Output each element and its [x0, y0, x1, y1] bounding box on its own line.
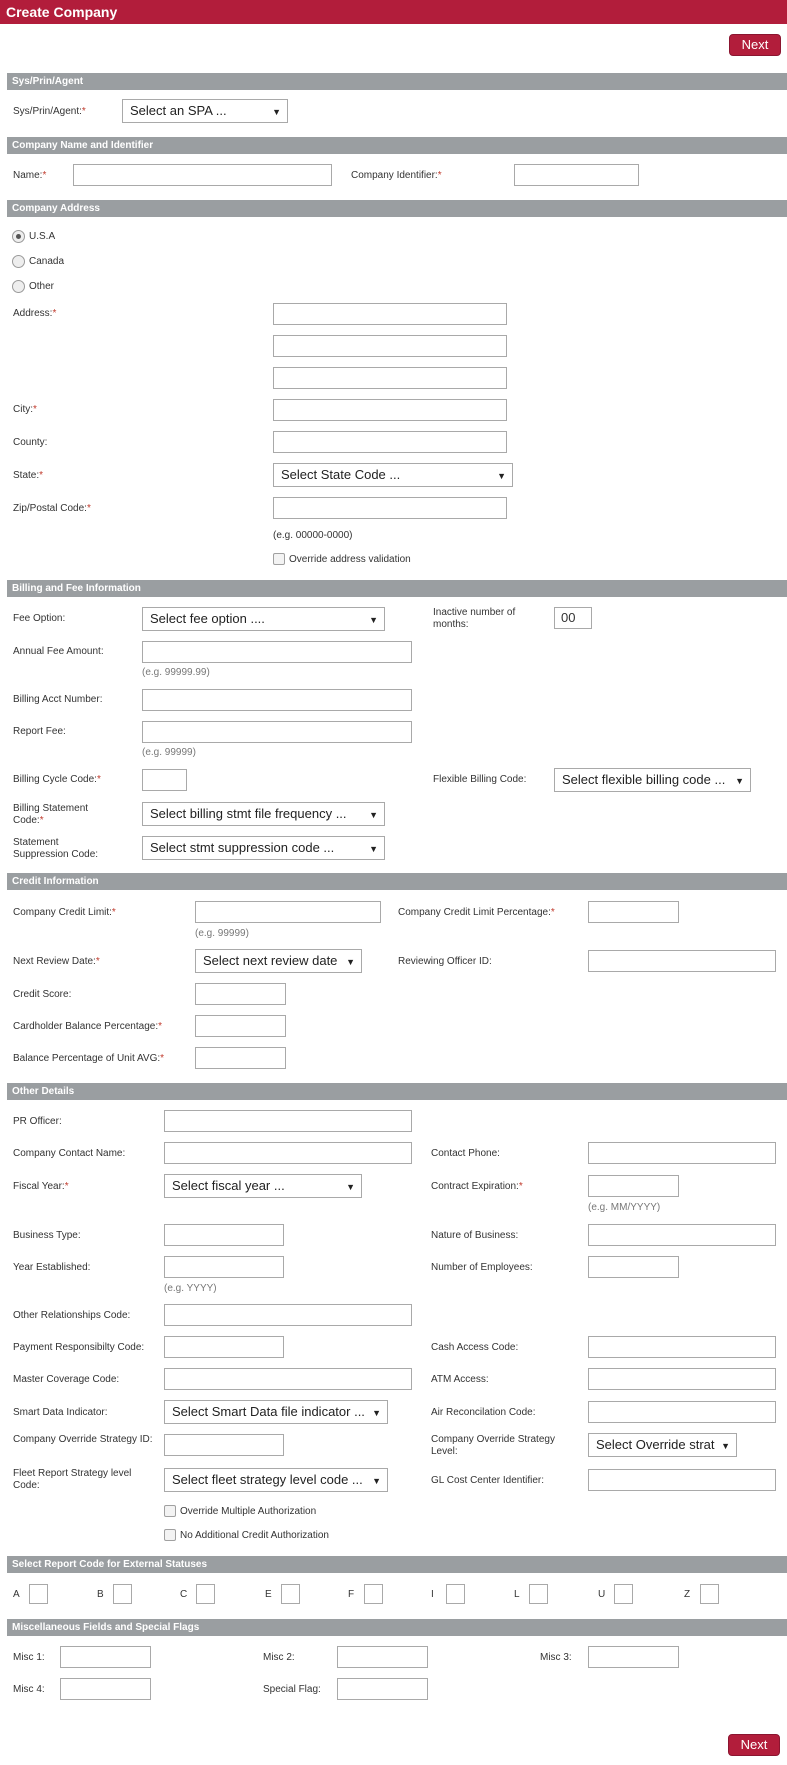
chevron-down-icon: ▼ — [369, 844, 378, 854]
misc1-input[interactable] — [60, 1646, 151, 1668]
override-strategy-id-label: Company Override Strategy ID: — [13, 1434, 153, 1445]
cardholder-balance-input[interactable] — [195, 1015, 286, 1037]
year-established-hint: (e.g. YYYY) — [164, 1283, 217, 1294]
misc2-input[interactable] — [337, 1646, 428, 1668]
unit-avg-label: Balance Percentage of Unit AVG:* — [13, 1053, 165, 1064]
credit-limit-pct-input[interactable] — [588, 901, 679, 923]
contract-expiration-label: Contract Expiration:* — [431, 1181, 523, 1192]
credit-limit-pct-label: Company Credit Limit Percentage:* — [398, 907, 555, 918]
report-code-label: E — [265, 1589, 272, 1600]
chevron-down-icon: ▼ — [372, 1408, 381, 1418]
statement-suppression-label: Statement Suppression Code: — [13, 837, 99, 860]
county-label: County: — [13, 437, 48, 448]
report-code-box[interactable] — [196, 1584, 215, 1604]
radio-other[interactable] — [12, 280, 25, 293]
county-input[interactable] — [273, 431, 507, 453]
statement-suppression-select[interactable]: Select stmt suppression code ... ▼ — [142, 836, 385, 860]
section-header-credit: Credit Information — [7, 873, 787, 890]
misc1-label: Misc 1: — [13, 1652, 45, 1663]
contract-expiration-input[interactable] — [588, 1175, 679, 1197]
chevron-down-icon: ▼ — [346, 957, 355, 967]
credit-limit-input[interactable] — [195, 901, 381, 923]
cash-access-input[interactable] — [588, 1336, 776, 1358]
override-strategy-level-select[interactable]: Select Override strat ▼ — [588, 1433, 737, 1457]
air-reconciliation-label: Air Reconcilation Code: — [431, 1407, 536, 1418]
misc3-input[interactable] — [588, 1646, 679, 1668]
gl-cost-center-label: GL Cost Center Identifier: — [431, 1475, 545, 1486]
next-review-label: Next Review Date:* — [13, 956, 100, 967]
radio-usa-label: U.S.A — [29, 231, 56, 242]
report-code-label: L — [514, 1589, 520, 1600]
spa-label: Sys/Prin/Agent:* — [13, 106, 86, 117]
fee-option-select[interactable]: Select fee option .... ▼ — [142, 607, 385, 631]
next-button-top[interactable]: Next — [729, 34, 781, 56]
contact-name-input[interactable] — [164, 1142, 412, 1164]
annual-fee-input[interactable] — [142, 641, 412, 663]
smart-data-label: Smart Data Indicator: — [13, 1407, 108, 1418]
zip-input[interactable] — [273, 497, 507, 519]
reviewing-officer-input[interactable] — [588, 950, 776, 972]
credit-limit-label: Company Credit Limit:* — [13, 907, 116, 918]
radio-canada[interactable] — [12, 255, 25, 268]
company-identifier-label: Company Identifier:* — [351, 170, 442, 181]
misc2-label: Misc 2: — [263, 1652, 295, 1663]
report-code-label: U — [598, 1589, 606, 1600]
override-address-label: Override address validation — [289, 554, 411, 565]
next-review-select[interactable]: Select next review date ▼ — [195, 949, 362, 973]
business-type-label: Business Type: — [13, 1230, 81, 1241]
fiscal-year-label: Fiscal Year:* — [13, 1181, 69, 1192]
city-label: City:* — [13, 404, 37, 415]
city-input[interactable] — [273, 399, 507, 421]
radio-canada-label: Canada — [29, 256, 65, 267]
other-relationships-input[interactable] — [164, 1304, 412, 1326]
reviewing-officer-label: Reviewing Officer ID: — [398, 956, 492, 967]
inactive-months-label: Inactive number of months: — [433, 607, 516, 630]
air-reconciliation-input[interactable] — [588, 1401, 776, 1423]
company-identifier-input[interactable] — [514, 164, 639, 186]
section-header-other: Other Details — [7, 1083, 787, 1100]
page-title: Create Company — [0, 0, 787, 24]
name-label: Name:* — [13, 170, 47, 181]
report-code-box[interactable] — [529, 1584, 548, 1604]
override-multiple-checkbox[interactable] — [164, 1505, 176, 1517]
section-header-billing: Billing and Fee Information — [7, 580, 787, 597]
chevron-down-icon: ▼ — [721, 1441, 730, 1451]
cardholder-balance-label: Cardholder Balance Percentage:* — [13, 1021, 162, 1032]
atm-access-label: ATM Access: — [431, 1374, 489, 1385]
override-strategy-level-label: Company Override Strategy Level: — [431, 1434, 555, 1457]
master-coverage-input[interactable] — [164, 1368, 412, 1390]
unit-avg-input[interactable] — [195, 1047, 286, 1069]
credit-score-label: Credit Score: — [13, 989, 72, 1000]
report-code-box[interactable] — [281, 1584, 300, 1604]
misc4-input[interactable] — [60, 1678, 151, 1700]
fleet-strategy-label: Fleet Report Strategy level Code: — [13, 1468, 132, 1491]
address-line2-input[interactable] — [273, 335, 507, 357]
next-button-bottom[interactable]: Next — [728, 1734, 780, 1756]
override-address-checkbox[interactable] — [273, 553, 285, 565]
inactive-months-input[interactable]: 00 — [554, 607, 592, 629]
report-code-box[interactable] — [364, 1584, 383, 1604]
zip-label: Zip/Postal Code:* — [13, 503, 91, 514]
billing-cycle-label: Billing Cycle Code:* — [13, 774, 101, 785]
credit-score-input[interactable] — [195, 983, 286, 1005]
section-header-report-codes: Select Report Code for External Statuses — [7, 1556, 787, 1573]
misc4-label: Misc 4: — [13, 1684, 45, 1695]
chevron-down-icon: ▼ — [346, 1182, 355, 1192]
address-line3-input[interactable] — [273, 367, 507, 389]
section-header-name-id: Company Name and Identifier — [7, 137, 787, 154]
chevron-down-icon: ▼ — [372, 1476, 381, 1486]
chevron-down-icon: ▼ — [497, 471, 506, 481]
flexible-billing-select[interactable]: Select flexible billing code ... ▼ — [554, 768, 751, 792]
year-established-label: Year Established: — [13, 1262, 91, 1273]
contact-name-label: Company Contact Name: — [13, 1148, 126, 1159]
special-flag-label: Special Flag: — [263, 1684, 321, 1695]
misc3-label: Misc 3: — [540, 1652, 572, 1663]
state-select[interactable]: Select State Code ... ▼ — [273, 463, 513, 487]
payment-responsibility-input[interactable] — [164, 1336, 284, 1358]
atm-access-input[interactable] — [588, 1368, 776, 1390]
report-code-box[interactable] — [29, 1584, 48, 1604]
contact-phone-label: Contact Phone: — [431, 1148, 500, 1159]
billing-acct-input[interactable] — [142, 689, 412, 711]
business-type-input[interactable] — [164, 1224, 284, 1246]
radio-usa[interactable] — [12, 230, 25, 243]
report-code-label: Z — [684, 1589, 691, 1600]
report-code-label: I — [431, 1589, 434, 1600]
report-code-label: A — [13, 1589, 20, 1600]
special-flag-input[interactable] — [337, 1678, 428, 1700]
section-header-spa: Sys/Prin/Agent — [7, 73, 787, 90]
other-relationships-label: Other Relationships Code: — [13, 1310, 131, 1321]
nature-of-business-label: Nature of Business: — [431, 1230, 519, 1241]
annual-fee-hint: (e.g. 99999.99) — [142, 667, 210, 678]
report-code-box[interactable] — [113, 1584, 132, 1604]
nature-of-business-input[interactable] — [588, 1224, 776, 1246]
fleet-strategy-select[interactable]: Select fleet strategy level code ... ▼ — [164, 1468, 388, 1492]
chevron-down-icon: ▼ — [369, 615, 378, 625]
chevron-down-icon: ▼ — [272, 107, 281, 117]
contract-expiration-hint: (e.g. MM/YYYY) — [588, 1202, 661, 1213]
address-line1-input[interactable] — [273, 303, 507, 325]
name-input[interactable] — [73, 164, 332, 186]
address-label: Address:* — [13, 308, 57, 319]
zip-hint: (e.g. 00000-0000) — [273, 530, 353, 541]
report-code-box[interactable] — [700, 1584, 719, 1604]
section-header-address: Company Address — [7, 200, 787, 217]
override-strategy-id-input[interactable] — [164, 1434, 284, 1456]
fee-option-label: Fee Option: — [13, 613, 66, 624]
master-coverage-label: Master Coverage Code: — [13, 1374, 120, 1385]
spa-select[interactable]: Select an SPA ... ▼ — [122, 99, 288, 123]
billing-statement-select[interactable]: Select billing stmt file frequency ... ▼ — [142, 802, 385, 826]
billing-cycle-input[interactable] — [142, 769, 187, 791]
billing-statement-label: Billing Statement Code:* — [13, 803, 89, 826]
year-established-input[interactable] — [164, 1256, 284, 1278]
cash-access-label: Cash Access Code: — [431, 1342, 519, 1353]
billing-acct-label: Billing Acct Number: — [13, 694, 103, 705]
state-label: State:* — [13, 470, 44, 481]
pr-officer-label: PR Officer: — [13, 1116, 62, 1127]
radio-other-label: Other — [29, 281, 55, 292]
gl-cost-center-input[interactable] — [588, 1469, 776, 1491]
section-header-misc: Miscellaneous Fields and Special Flags — [7, 1619, 787, 1636]
report-code-label: F — [348, 1589, 355, 1600]
report-code-label: C — [180, 1589, 188, 1600]
flexible-billing-label: Flexible Billing Code: — [433, 774, 527, 785]
employees-label: Number of Employees: — [431, 1262, 533, 1273]
pr-officer-input[interactable] — [164, 1110, 412, 1132]
employees-input[interactable] — [588, 1256, 679, 1278]
no-additional-credit-label: No Additional Credit Authorization — [180, 1530, 329, 1541]
report-fee-input[interactable] — [142, 721, 412, 743]
smart-data-select[interactable]: Select Smart Data file indicator ... ▼ — [164, 1400, 388, 1424]
credit-limit-hint: (e.g. 99999) — [195, 928, 249, 939]
annual-fee-label: Annual Fee Amount: — [13, 646, 104, 657]
override-multiple-label: Override Multiple Authorization — [180, 1506, 317, 1517]
report-code-box[interactable] — [446, 1584, 465, 1604]
no-additional-credit-checkbox[interactable] — [164, 1529, 176, 1541]
report-fee-hint: (e.g. 99999) — [142, 747, 196, 758]
payment-responsibility-label: Payment Responsibilty Code: — [13, 1342, 145, 1353]
report-code-label: B — [97, 1589, 104, 1600]
report-fee-label: Report Fee: — [13, 726, 66, 737]
fiscal-year-select[interactable]: Select fiscal year ... ▼ — [164, 1174, 362, 1198]
chevron-down-icon: ▼ — [735, 776, 744, 786]
contact-phone-input[interactable] — [588, 1142, 776, 1164]
report-code-box[interactable] — [614, 1584, 633, 1604]
chevron-down-icon: ▼ — [369, 810, 378, 820]
